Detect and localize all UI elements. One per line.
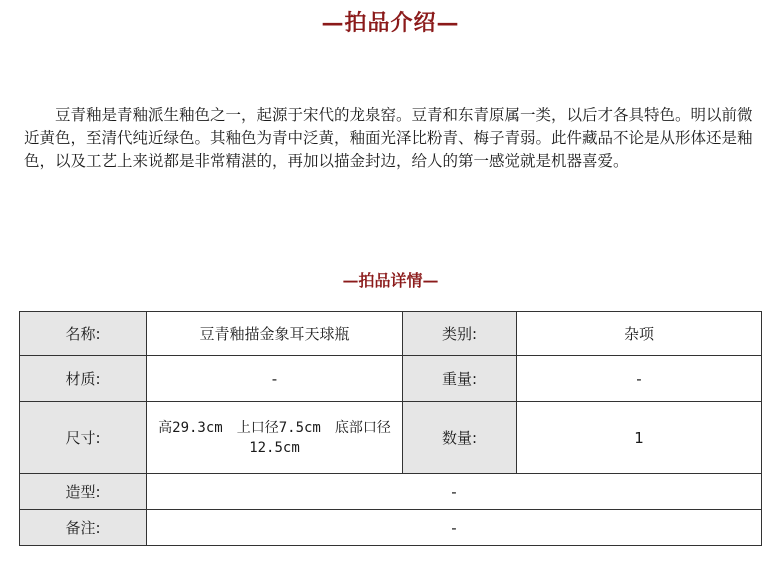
- remark-label: 备注:: [20, 510, 147, 546]
- table-row: [20, 356, 762, 402]
- page-title: —拍品介绍—: [321, 10, 460, 36]
- remark-value: -: [147, 510, 762, 546]
- table-row: [20, 474, 762, 510]
- item-details-table: [19, 311, 762, 546]
- table-row: [20, 510, 762, 546]
- category-label: 类别:: [403, 312, 517, 356]
- table-row: [20, 312, 762, 356]
- size-value: 高29.3cm 上口径7.5cm 底部口径12.5cm: [147, 402, 403, 474]
- name-label: 名称:: [20, 312, 147, 356]
- material-value: -: [147, 356, 403, 402]
- quantity-label: 数量:: [403, 402, 517, 474]
- table-row: [20, 402, 762, 474]
- size-label: 尺寸:: [20, 402, 147, 474]
- weight-value: -: [517, 356, 762, 402]
- item-introduction: 豆青釉是青釉派生釉色之一，起源于宋代的龙泉窑。豆青和东青原属一类，以后才各具特色。明以前微近黄色，至清代纯近绿色。其釉色为青中泛黄，釉面光泽比粉青、梅子青弱。此件藏品不论是从形体还是釉色，以及工艺上来说都是非常精湛的，再加以描金封边，给人的第一感觉就是机器喜爱。: [24, 106, 753, 170]
- details-heading: —拍品详情—: [342, 271, 439, 290]
- shape-label: 造型:: [20, 474, 147, 510]
- material-label: 材质:: [20, 356, 147, 402]
- quantity-value: 1: [517, 402, 762, 474]
- category-value: 杂项: [517, 312, 762, 356]
- weight-label: 重量:: [403, 356, 517, 402]
- shape-value: -: [147, 474, 762, 510]
- name-value: 豆青釉描金象耳天球瓶: [147, 312, 403, 356]
